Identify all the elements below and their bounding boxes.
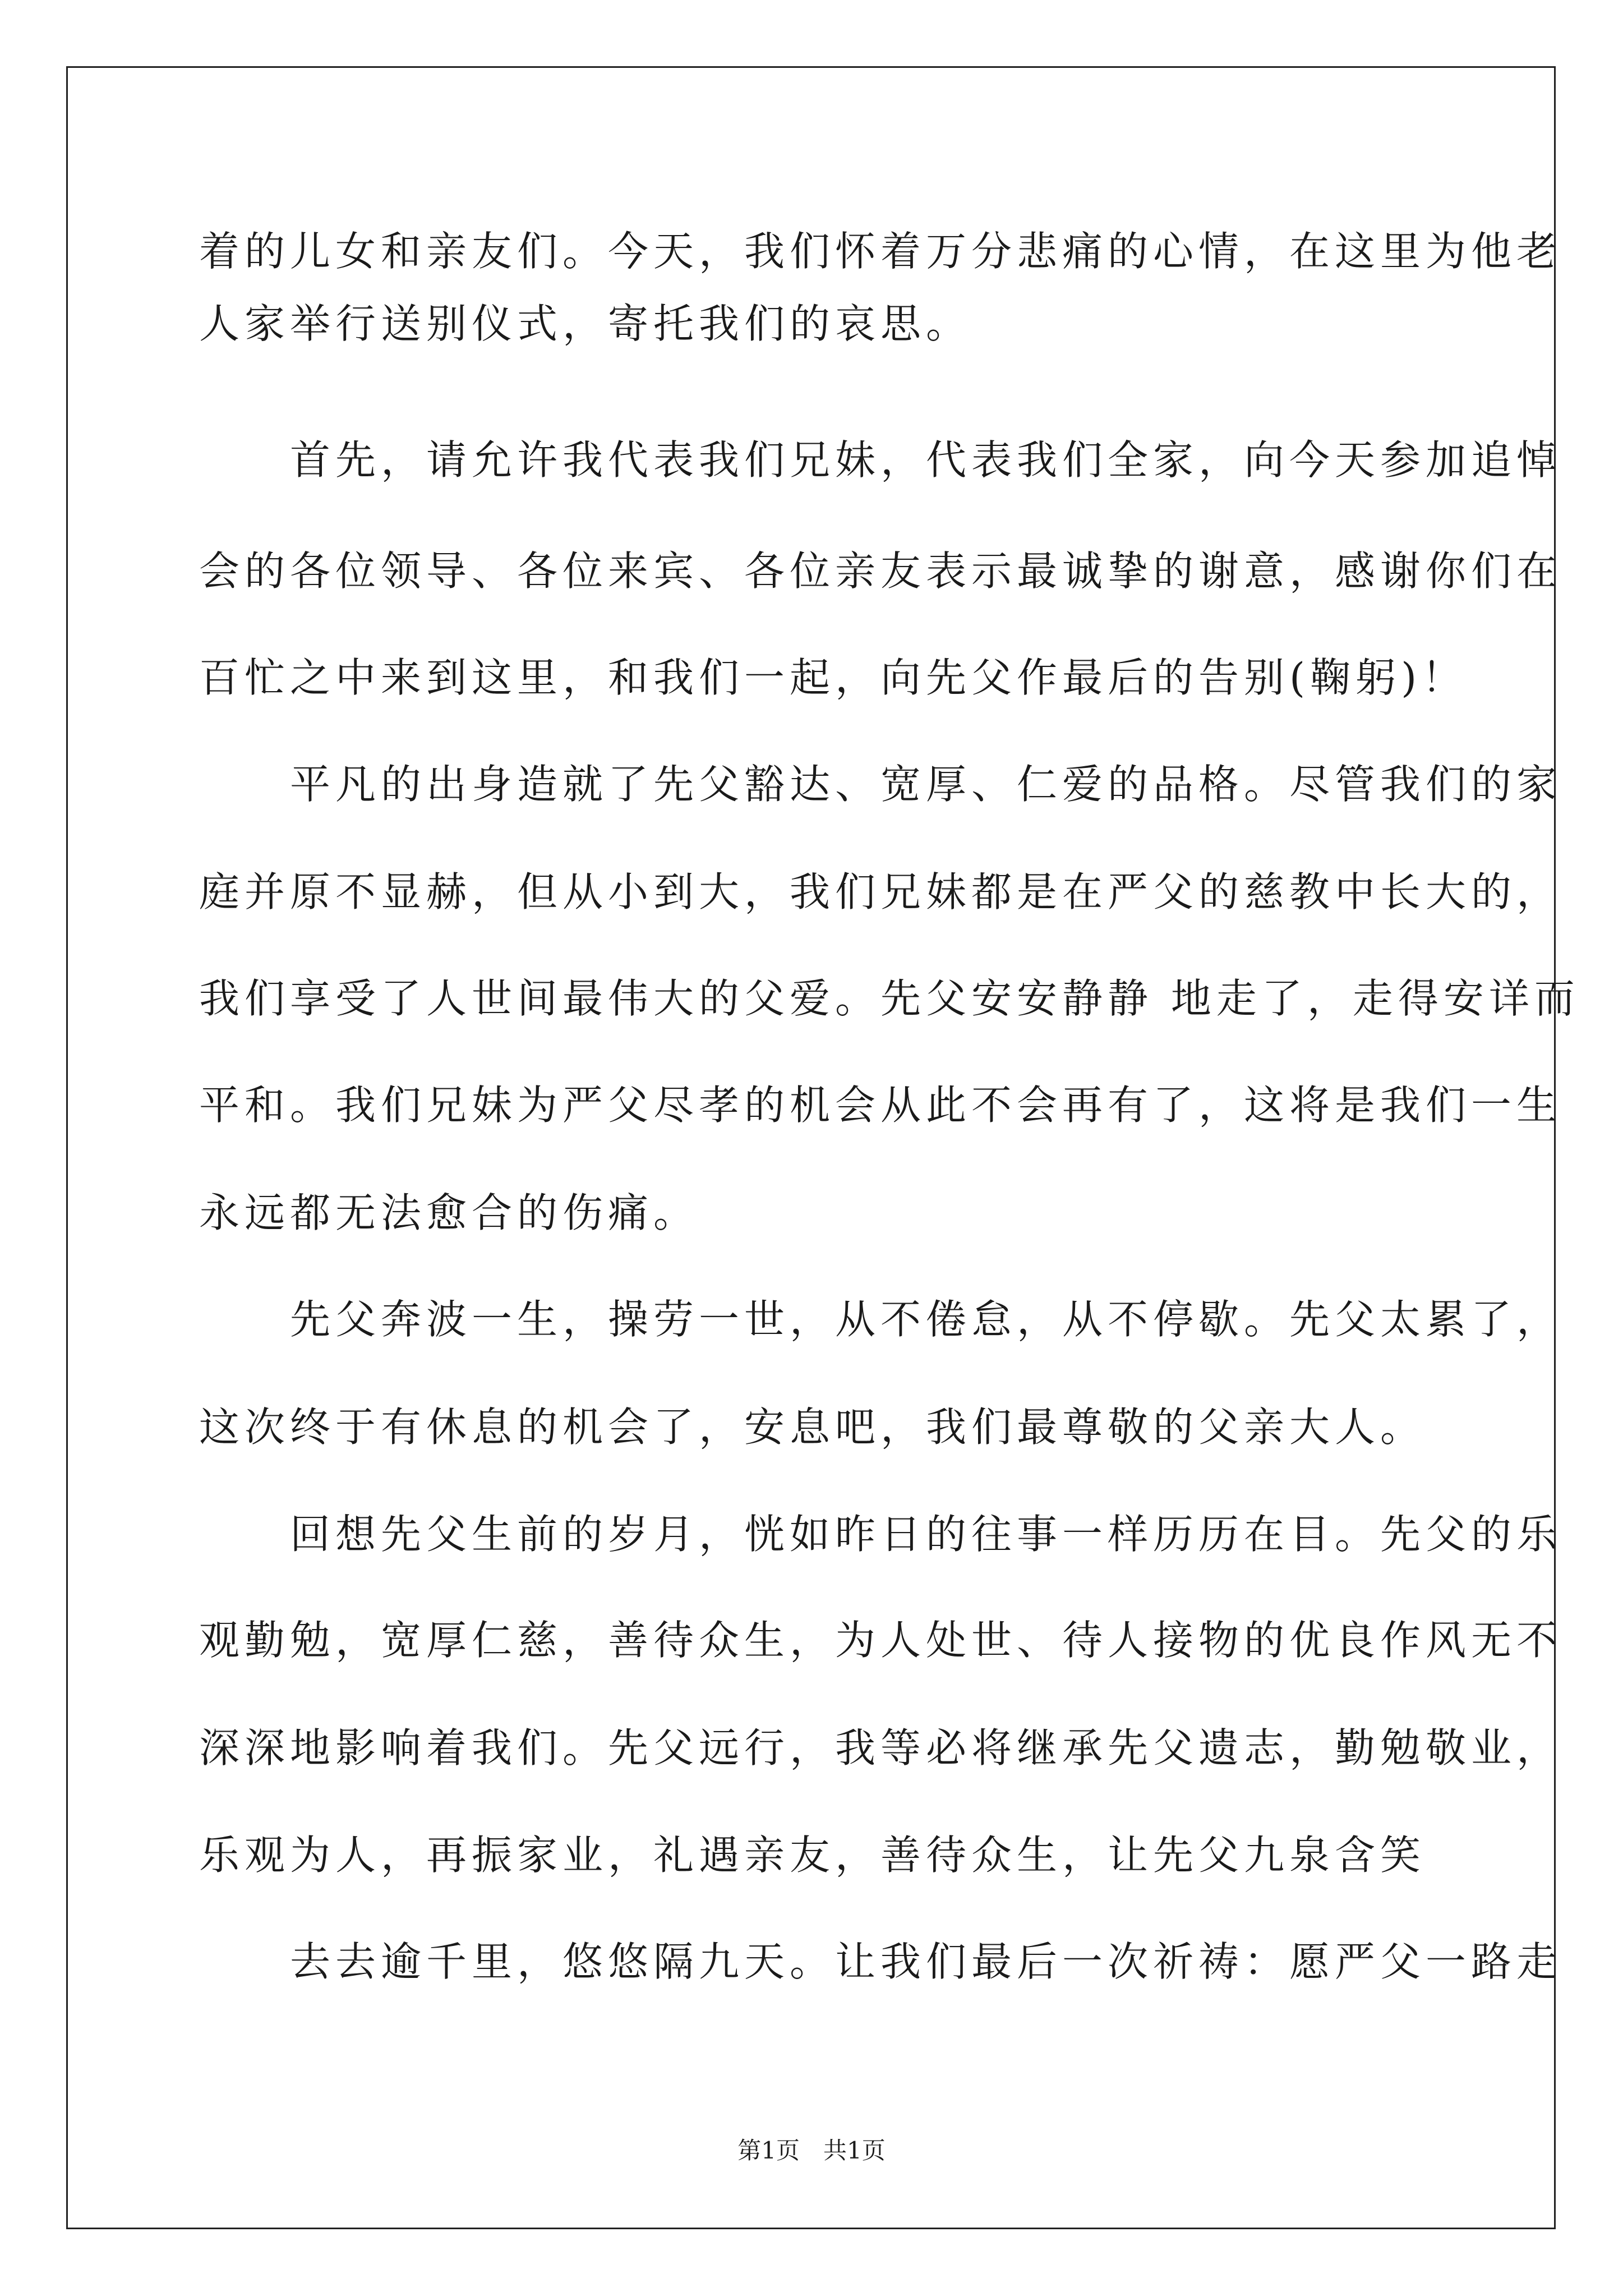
text-line: 深深地影响着我们。先父远行，我等必将继承先父遗志，勤勉敬业， <box>199 1724 1562 1772</box>
text-line: 乐观为人，再振家业，礼遇亲友，善待众生，让先父九泉含笑 <box>199 1832 1426 1879</box>
text-line: 平和。我们兄妹为严父尽孝的机会从此不会再有了，这将是我们一生 <box>199 1082 1562 1129</box>
text-line: 观勤勉，宽厚仁慈，善待众生，为人处世、待人接物的优良作风无不 <box>199 1617 1562 1664</box>
text-line: 会的各位领导、各位来宾、各位亲友表示最诚挚的谢意，感谢你们在 <box>199 547 1562 595</box>
text-line: 这次终于有休息的机会了，安息吧，我们最尊敬的父亲大人。 <box>199 1404 1426 1451</box>
text-line: 人家举行送别仪式，寄托我们的哀思。 <box>199 300 972 347</box>
text-line: 平凡的出身造就了先父豁达、宽厚、仁爱的品格。尽管我们的家 <box>199 761 1562 808</box>
page-border <box>66 66 1556 2229</box>
text-line: 先父奔波一生，操劳一世，从不倦怠，从不停歇。先父太累了， <box>199 1296 1562 1343</box>
text-line: 永远都无法愈合的伤痛。 <box>199 1189 699 1236</box>
text-line: 我们享受了人世间最伟大的父爱。先父安安静静 地走了，走得安详而 <box>199 975 1580 1022</box>
text-line: 去去逾千里，悠悠隔九天。让我们最后一次祈祷：愿严父一路走 <box>199 1938 1562 1985</box>
text-line: 回想先父生前的岁月，恍如昨日的往事一样历历在目。先父的乐 <box>199 1511 1562 1558</box>
text-line: 首先，请允许我代表我们兄妹，代表我们全家，向今天参加追悼 <box>199 436 1562 484</box>
text-line: 庭并原不显赫，但从小到大，我们兄妹都是在严父的慈教中长大的， <box>199 868 1562 915</box>
text-line: 着的儿女和亲友们。今天，我们怀着万分悲痛的心情，在这里为他老 <box>199 228 1562 275</box>
text-line: 百忙之中来到这里，和我们一起，向先父作最后的告别(鞠躬)！ <box>199 654 1468 701</box>
page-footer: 第1页 共1页 <box>737 2137 886 2164</box>
